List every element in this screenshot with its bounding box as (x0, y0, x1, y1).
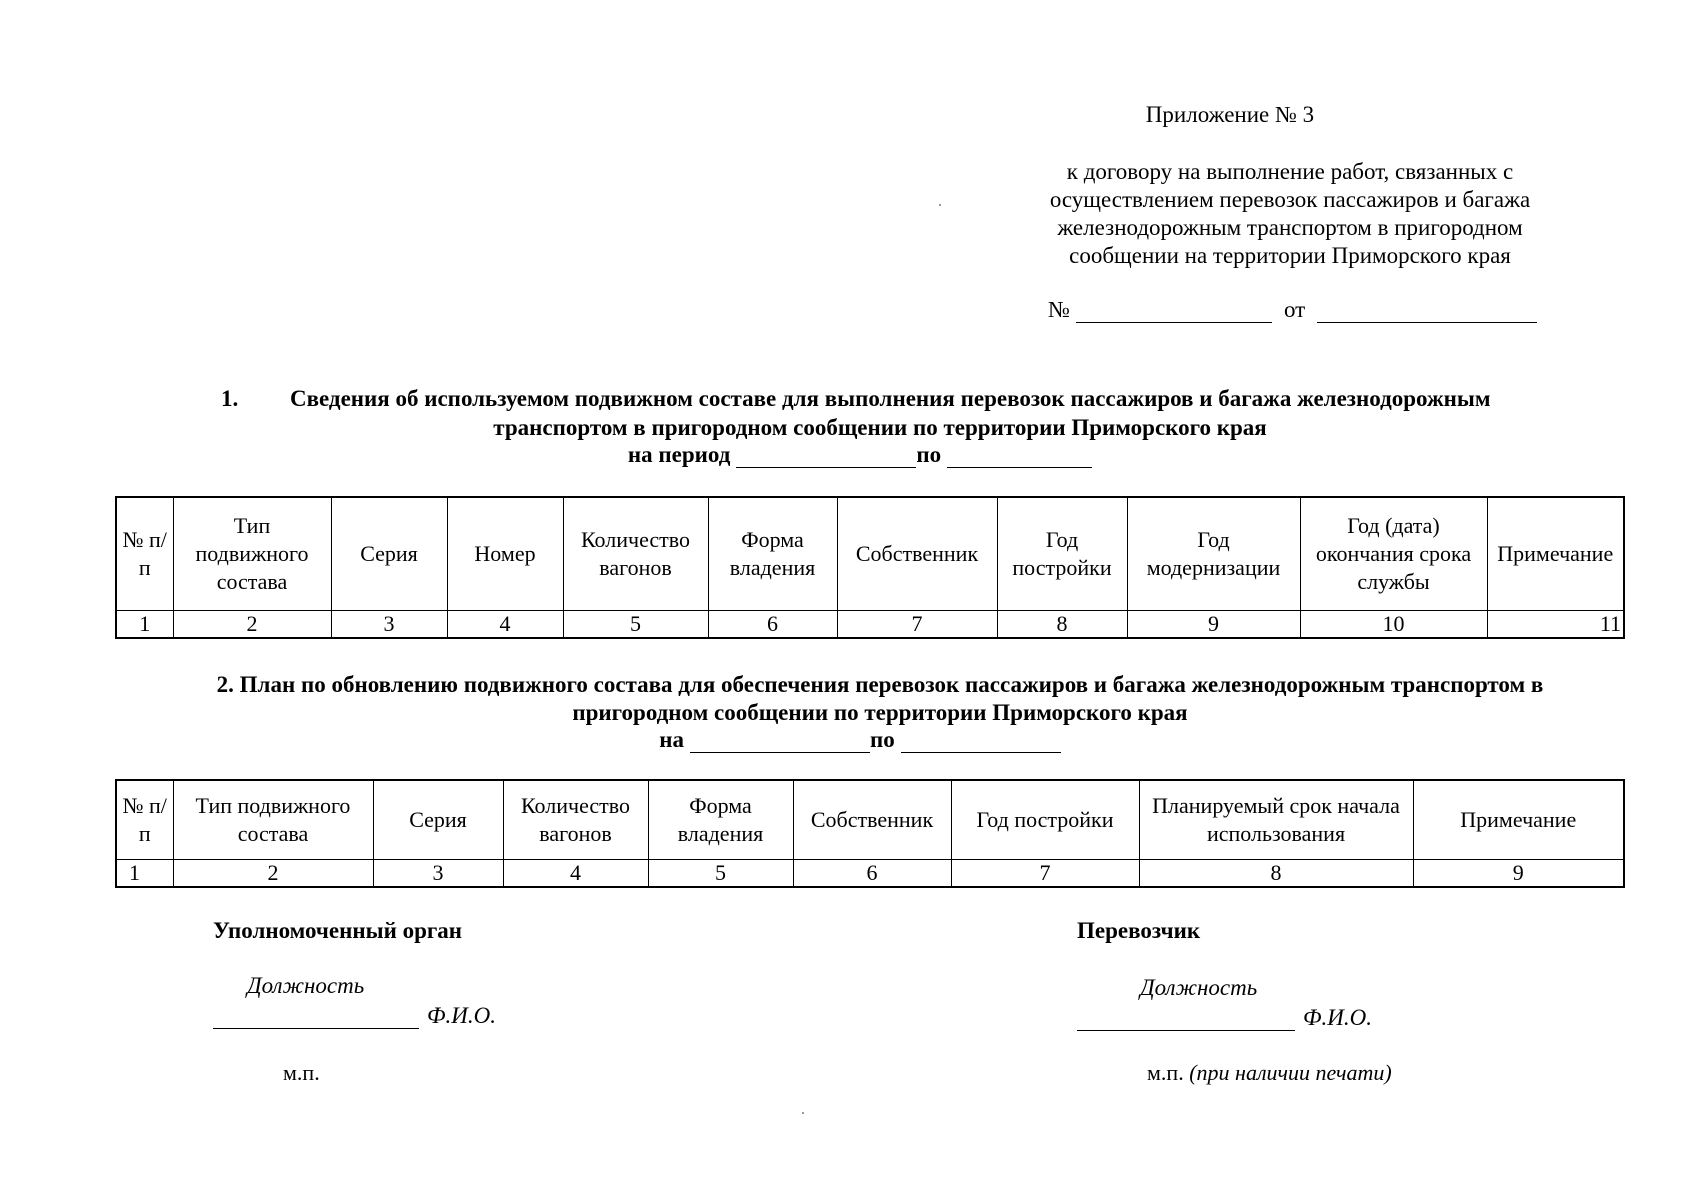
column-number-cell: 8 (997, 611, 1127, 639)
renewal-plan-table (115, 779, 1625, 888)
section1-number: 1. (221, 386, 239, 411)
column-number-cell: 2 (173, 860, 373, 888)
authority-stamp-place: м.п. (283, 1060, 320, 1085)
contract-number-line (1048, 297, 1537, 323)
table-header-cell: Количество вагонов (563, 497, 708, 611)
column-number-cell: 5 (563, 611, 708, 639)
table-header-cell: Год постройки (997, 497, 1127, 611)
section2-title-line2: пригородном сообщении по территории Приморского края (572, 700, 1188, 725)
appendix-reference: к договору на выполнение работ, связанных с осуществлением перевозок пассажиров и багажа железнодорожным транспортом в пригородном сообщении на территории Приморского края (1049, 159, 1531, 268)
column-number-cell: 6 (708, 611, 837, 639)
column-number-cell: 2 (173, 611, 331, 639)
table-header-cell: Собственник (837, 497, 997, 611)
carrier-signature-blank (1077, 1006, 1295, 1031)
table-header-cell: Тип подвижного состава (173, 497, 331, 611)
table-column-number-row (116, 860, 1624, 888)
column-number-cell: 3 (373, 860, 503, 888)
table-header-cell: Год (дата) окончания срока службы (1300, 497, 1487, 611)
period-label: на период (627, 442, 731, 467)
rolling-stock-table (115, 496, 1625, 639)
authority-name-label: Ф.И.О. (427, 1003, 496, 1028)
column-number-cell: 9 (1413, 860, 1624, 888)
date-label: от (1283, 297, 1306, 322)
period-from-blank (736, 443, 916, 468)
authority-position-label: Должность (247, 973, 365, 998)
table-header-row (116, 497, 1624, 611)
column-number-cell: 1 (116, 860, 173, 888)
table-header-cell: № п/п (116, 780, 173, 860)
period-to-blank (901, 728, 1061, 753)
table-header-cell: Примечание (1487, 497, 1624, 611)
table-header-cell: Примечание (1413, 780, 1624, 860)
scan-speck (802, 1112, 804, 1114)
section1-title-line1: Сведения об используемом подвижном составе для выполнения перевозок пассажиров и багажа железнодорожным (290, 386, 1491, 411)
table-header-cell: Серия (331, 497, 447, 611)
column-number-cell: 7 (951, 860, 1139, 888)
table-header-cell: Серия (373, 780, 503, 860)
table-header-row (116, 780, 1624, 860)
carrier-name-label: Ф.И.О. (1303, 1005, 1372, 1030)
column-number-cell: 1 (116, 611, 173, 639)
table-header-cell: Год модернизации (1127, 497, 1300, 611)
column-number-cell: 10 (1300, 611, 1487, 639)
table-header-cell: Форма владения (648, 780, 793, 860)
column-number-cell: 6 (793, 860, 951, 888)
column-number-cell: 8 (1139, 860, 1413, 888)
table-header-cell: Номер (447, 497, 563, 611)
table-header-cell: № п/п (116, 497, 173, 611)
section2-title-line1: 2. План по обновлению подвижного состава для обеспечения перевозок пассажиров и багажа железнодорожным транспортом в (216, 672, 1544, 697)
period-to-label: по (870, 727, 895, 752)
column-number-cell: 9 (1127, 611, 1300, 639)
scan-speck (939, 204, 941, 206)
section1-title-line2: транспортом в пригородном сообщении по территории Приморского края (493, 415, 1267, 440)
appendix-title: Приложение № 3 (1145, 102, 1315, 127)
section2-period (560, 727, 1160, 753)
period-to-blank (947, 443, 1092, 468)
period-to-label: по (916, 442, 942, 467)
table-header-cell: Собственник (793, 780, 951, 860)
column-number-cell: 4 (503, 860, 648, 888)
authority-signature-blank (213, 1004, 419, 1029)
carrier-stamp-note: (при наличии печати) (1189, 1060, 1392, 1085)
authority-signature-title: Уполномоченный орган (213, 918, 463, 943)
authority-signature-line (213, 1003, 496, 1029)
table-header-cell: Форма владения (708, 497, 837, 611)
column-number-cell: 3 (331, 611, 447, 639)
column-number-cell: 7 (837, 611, 997, 639)
carrier-stamp-label: м.п. (1147, 1060, 1184, 1085)
section1-period (560, 442, 1160, 468)
period-label: на (659, 727, 684, 752)
contract-date-blank (1317, 298, 1537, 323)
table-header-cell: Планируемый срок начала использования (1139, 780, 1413, 860)
table-header-cell: Количество вагонов (503, 780, 648, 860)
table-column-number-row (116, 611, 1624, 639)
column-number-cell: 4 (447, 611, 563, 639)
carrier-position-label: Должность (1140, 975, 1258, 1000)
table-header-cell: Год постройки (951, 780, 1139, 860)
number-label: № (1048, 297, 1070, 322)
carrier-stamp-place (1147, 1060, 1392, 1086)
period-from-blank (690, 728, 870, 753)
column-number-cell: 5 (648, 860, 793, 888)
carrier-signature-line (1077, 1005, 1372, 1031)
contract-number-blank (1076, 298, 1272, 323)
carrier-signature-title: Перевозчик (1077, 918, 1201, 943)
table-header-cell: Тип подвижного состава (173, 780, 373, 860)
column-number-cell: 11 (1487, 611, 1624, 639)
